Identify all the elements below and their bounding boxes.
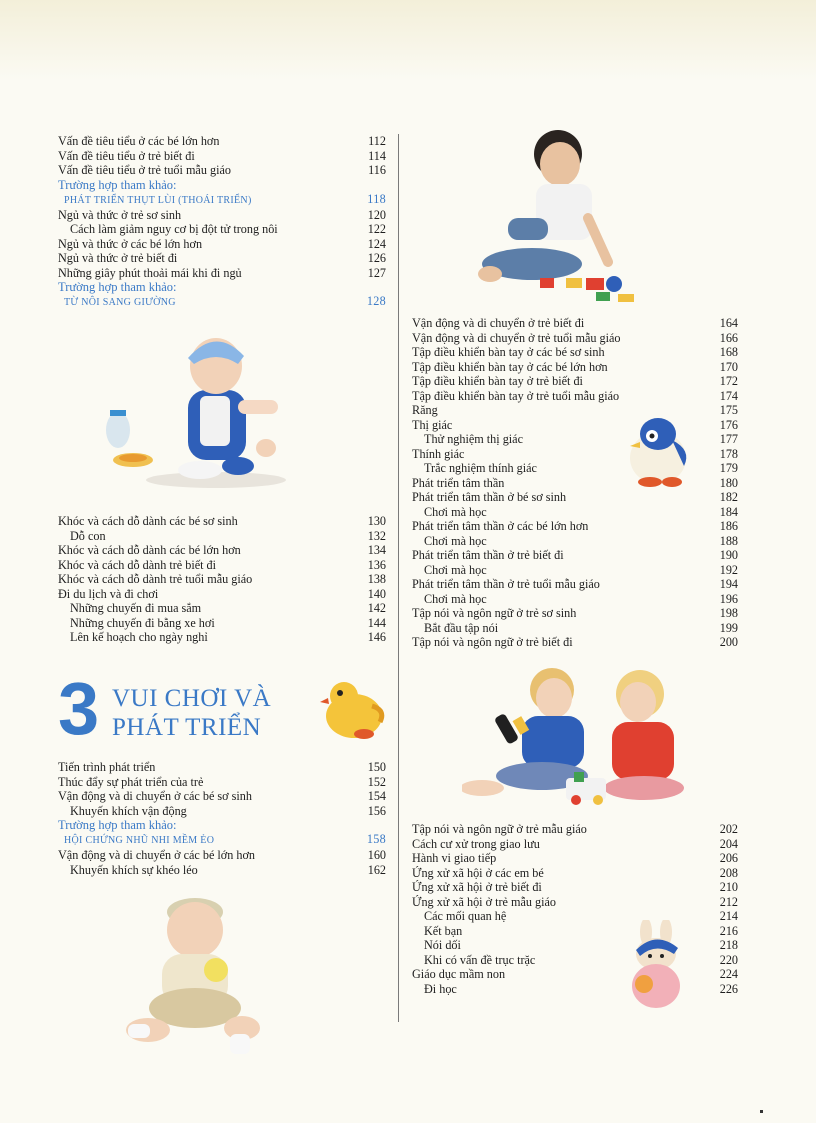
toc-entry-title: Khuyến khích vận động [70,803,187,818]
toc-entry-title: Tiến trình phát triển [58,760,156,774]
case-study-title: PHÁT TRIỂN THỤT LÙI (THOÁI TRIỂN) [64,194,252,206]
toc-entry-title: Tập điều khiển bàn tay ở trẻ biết đi [412,374,583,388]
chapter-title-line1: VUI CHƠI VÀ [112,685,272,712]
toc-entry-title: Kết bạn [424,923,463,938]
toc-entry-page: 130 [367,514,386,528]
toc-entry-title: Các mối quan hệ [424,909,507,923]
toc-entry-title: Ứng xử xã hội ở trẻ mẫu giáo [412,894,557,909]
case-study-entry[interactable] [58,294,386,310]
toc-entry[interactable] [412,490,738,505]
toc-entry[interactable] [412,389,738,404]
toc-entry-page: 126 [367,251,386,265]
toc-entry-page: 134 [367,543,386,557]
toc-entry[interactable] [412,331,738,346]
toc-entry-title: Ứng xử xã hội ở các em bé [412,865,544,880]
boy-playing-shapes-photo [478,128,648,304]
scan-speck [760,1110,763,1113]
toc-entry-title: Ngủ và thức ở trẻ sơ sinh [58,207,182,222]
column-divider [398,134,399,1022]
toc-entry-title: Vấn đề tiêu tiểu ở các bé lớn hơn [58,134,220,148]
toc-entry-page: 170 [719,359,738,374]
toc-entry[interactable] [58,572,386,587]
toc-entry[interactable] [412,577,738,592]
toc-entry-page: 114 [368,148,386,163]
toc-entry-page: 132 [367,528,386,543]
toc-entry[interactable] [58,558,386,573]
toc-entry-page: 168 [719,345,738,359]
toc-entry-title: Phát triển tâm thần ở trẻ tuổi mẫu giáo [412,577,600,591]
toc-entry-page: 166 [719,330,738,345]
toc-subentry[interactable] [412,592,738,607]
case-study-label: Trường hợp tham khảo: [58,177,177,192]
toc-entry-title: Đi học [424,981,457,996]
toc-subentry[interactable] [58,804,386,819]
toc-entry-page: 150 [367,760,386,774]
toc-entry-page: 206 [719,851,738,865]
toc-entry-title: Phát triển tâm thần ở trẻ biết đi [412,548,564,562]
toc-subentry[interactable] [58,863,386,878]
toc-entry[interactable] [412,374,738,389]
toc-entry-title: Đi du lịch và đi chơi [58,586,159,601]
toc-entry-page: 218 [719,938,738,952]
page-top-shade [0,0,816,80]
bunny-toy-icon [624,920,690,1012]
toc-entry-title: Vận động và di chuyển ở trẻ tuổi mẫu giáo [412,330,621,345]
toc-entry-page: 184 [719,504,738,519]
toc-entry-page: 142 [367,601,386,615]
toc-entry-page: 174 [719,388,738,403]
toc-subentry[interactable] [412,563,738,578]
toc-entry-title: Bắt đầu tập nói [424,620,499,635]
case-study-page: 118 [367,191,386,206]
toc-entry[interactable] [58,208,386,223]
toc-entry-title: Vận động và di chuyển ở các bé lớn hơn [58,848,256,862]
toc-entry-page: 178 [719,446,738,461]
toc-entry-title: Vận động và di chuyển ở trẻ biết đi [412,316,585,330]
toc-entry[interactable] [412,866,738,881]
toc-entry-title: Vấn đề tiêu tiểu ở trẻ biết đi [58,148,195,163]
toc-entry-page: 112 [368,134,386,148]
toc-entry[interactable] [58,848,386,863]
toc-subentry[interactable] [58,601,386,616]
toc-entry-title: Răng [412,403,438,417]
toc-list-crying [58,514,386,645]
toc-entry-page: 196 [719,591,738,606]
toc-list-sleep [58,208,386,281]
toc-entry-page: 160 [367,848,386,862]
toc-entry-page: 186 [719,519,738,533]
toc-entry[interactable] [58,163,386,178]
toc-entry[interactable] [58,149,386,164]
case-study-page: 158 [366,832,386,846]
toc-entry-page: 146 [367,630,386,644]
toc-entry-page: 136 [367,557,386,572]
chapter-heading [58,667,388,756]
toc-entry-page: 138 [367,572,386,586]
toc-entry[interactable] [58,266,386,281]
toc-entry-title: Những chuyến đi mua sắm [70,601,202,615]
toc-entry-title: Khóc và cách dỗ dành trẻ tuổi mẫu giáo [58,572,253,586]
toc-entry[interactable] [412,635,738,650]
toc-entry[interactable] [412,316,738,331]
toc-entry-title: Lên kế hoạch cho ngày nghỉ [70,630,208,644]
toc-entry-page: 198 [719,606,738,620]
toc-entry-title: Thử nghiệm thị giác [424,432,524,446]
toc-entry-page: 204 [719,836,738,851]
toc-entry-page: 120 [367,207,386,222]
toc-subentry[interactable] [58,529,386,544]
toc-entry-page: 224 [719,967,738,981]
toc-entry-page: 127 [367,265,386,280]
case-study-entry[interactable] [58,192,386,208]
toc-subentry[interactable] [412,505,738,520]
chapter-title-line2: PHÁT TRIỂN [112,714,262,741]
toc-entry-page: 220 [719,952,738,967]
toc-entry-page: 214 [719,909,738,923]
toc-entry-title: Hành vi giao tiếp [412,851,497,865]
toc-entry[interactable] [58,775,386,790]
toc-entry-page: 199 [719,620,738,635]
toc-subentry[interactable] [58,222,386,237]
toc-entry-page: 175 [719,403,738,417]
toc-entry-page: 190 [719,548,738,562]
toc-entry-page: 122 [367,222,386,236]
toc-left-top [58,134,386,310]
toc-entry-title: Phát triển tâm thần ở bé sơ sinh [412,490,567,504]
case-study-label: Trường hợp tham khảo: [58,818,177,832]
toc-entry-title: Tập nói và ngôn ngữ ở trẻ sơ sinh [412,606,577,620]
toc-entry[interactable] [412,548,738,563]
toc-entry-title: Cách cư xử trong giao lưu [412,836,540,851]
toc-entry-page: 188 [719,533,738,548]
toc-entry[interactable] [58,514,386,529]
penguin-toy-icon [622,412,698,490]
toc-entry-title: Chơi mà học [424,533,487,548]
toc-entry-title: Những chuyến đi bằng xe hơi [70,615,215,630]
toc-entry-title: Cách làm giảm nguy cơ bị đột tử trong nôi [70,222,278,236]
toc-entry-title: Chơi mà học [424,504,487,519]
toc-entry-title: Chơi mà học [424,562,487,577]
case-study-label: Trường hợp tham khảo: [58,280,177,294]
toc-entry-page: 144 [367,615,386,630]
toc-entry[interactable] [412,606,738,621]
toc-entry-title: Chơi mà học [424,591,487,606]
toc-entry-page: 176 [719,417,738,432]
toc-entry[interactable] [58,760,386,775]
toc-entry-title: Khuyến khích sự khéo léo [70,862,198,877]
toc-entry-page: 212 [719,894,738,909]
toc-entry-title: Tập điều khiển bàn tay ở các bé lớn hơn [412,359,608,374]
toc-entry-title: Ứng xử xã hội ở trẻ biết đi [412,880,542,894]
toc-entry-page: 154 [367,789,386,803]
toc-entry-title: Thúc đẩy sự phát triển của trẻ [58,774,204,789]
toc-entry[interactable] [58,587,386,602]
toc-list-toilet [58,134,386,178]
baby-sitting-photo [120,888,270,1058]
toc-entry[interactable] [412,345,738,360]
toc-entry-title: Khóc và cách dỗ dành các bé lớn hơn [58,543,241,557]
toc-entry-title: Dỗ con [70,528,106,543]
toc-entry-page: 172 [719,374,738,388]
chapter-number: 3 [58,667,100,750]
toc-entry-title: Nói dối [424,938,461,952]
toc-entry-page: 116 [368,163,386,177]
toc-entry-title: Vấn đề tiêu tiểu ở trẻ tuổi mẫu giáo [58,163,231,177]
toc-entry-title: Những giây phút thoải mái khi đi ngủ [58,265,242,280]
toc-entry-title: Thính giác [412,446,465,461]
toc-entry-page: 226 [719,981,738,996]
toc-entry[interactable] [412,822,738,837]
toc-entry[interactable] [412,360,738,375]
toc-subentry[interactable] [58,630,386,645]
toc-entry-page: 156 [367,803,386,818]
toc-entry-page: 202 [719,822,738,836]
toc-entry[interactable] [412,895,738,910]
toc-entry-page: 182 [719,490,738,504]
two-children-playing-photo [462,660,694,810]
toc-entry-title: Tập nói và ngôn ngữ ở trẻ biết đi [412,635,573,649]
toc-entry-page: 208 [719,865,738,880]
toc-entry-title: Khóc và cách dỗ dành trẻ biết đi [58,557,217,572]
toc-entry[interactable] [58,543,386,558]
toc-subentry[interactable] [412,621,738,636]
toc-entry-title: Trắc nghiệm thính giác [424,461,537,475]
toc-entry-title: Tập điều khiển bàn tay ở trẻ tuổi mẫu giáo [412,388,620,403]
case-study-title: HỘI CHỨNG NHŨ NHI MỀM ẺO [64,835,215,846]
toc-entry-page: 140 [367,586,386,601]
toc-entry[interactable] [412,837,738,852]
toc-entry-page: 180 [719,475,738,490]
toc-entry-title: Giáo dục mầm non [412,967,506,981]
case-study-entry[interactable] [58,832,386,848]
toc-entry-page: 179 [719,461,738,475]
toc-entry[interactable] [412,851,738,866]
toc-entry-title: Phát triển tâm thần [412,475,505,490]
toc-entry-title: Ngủ và thức ở các bé lớn hơn [58,236,203,251]
toc-entry-page: 164 [719,316,738,330]
toc-entry-title: Thị giác [412,417,453,432]
case-study-page: 128 [366,294,386,308]
toc-entry-page: 216 [719,923,738,938]
toc-subentry[interactable] [58,616,386,631]
toc-entry-title: Tập nói và ngôn ngữ ở trẻ mẫu giáo [412,822,587,836]
baby-with-cup-photo [88,330,318,490]
toc-entry-page: 200 [719,635,738,649]
toc-entry[interactable] [58,251,386,266]
toc-entry[interactable] [58,237,386,252]
toc-entry-page: 162 [367,862,386,877]
toc-entry-title: Khóc và cách dỗ dành các bé sơ sinh [58,514,238,528]
toc-entry-page: 192 [719,562,738,577]
toc-list-play [58,760,386,877]
toc-entry-page: 124 [367,236,386,251]
toc-entry[interactable] [58,134,386,149]
toc-entry-title: Ngủ và thức ở trẻ biết đi [58,251,178,265]
toc-entry[interactable] [58,789,386,804]
toc-entry[interactable] [412,880,738,895]
toc-subentry[interactable] [412,534,738,549]
toc-entry-page: 210 [719,880,738,894]
chapter-title [112,684,271,742]
toc-entry-page: 177 [719,432,738,446]
toc-entry-title: Phát triển tâm thần ở các bé lớn hơn [412,519,589,533]
case-study-title: TỪ NÔI SANG GIƯỜNG [64,297,176,308]
toc-entry[interactable] [412,519,738,534]
toc-entry-title: Vận động và di chuyển ở các bé sơ sinh [58,789,252,803]
yellow-bird-toy-icon [320,676,390,742]
toc-entry-title: Khi có vấn đề trục trặc [424,952,536,967]
toc-entry-page: 152 [367,774,386,789]
toc-entry-page: 194 [719,577,738,591]
toc-entry-title: Tập điều khiển bàn tay ở các bé sơ sinh [412,345,605,359]
